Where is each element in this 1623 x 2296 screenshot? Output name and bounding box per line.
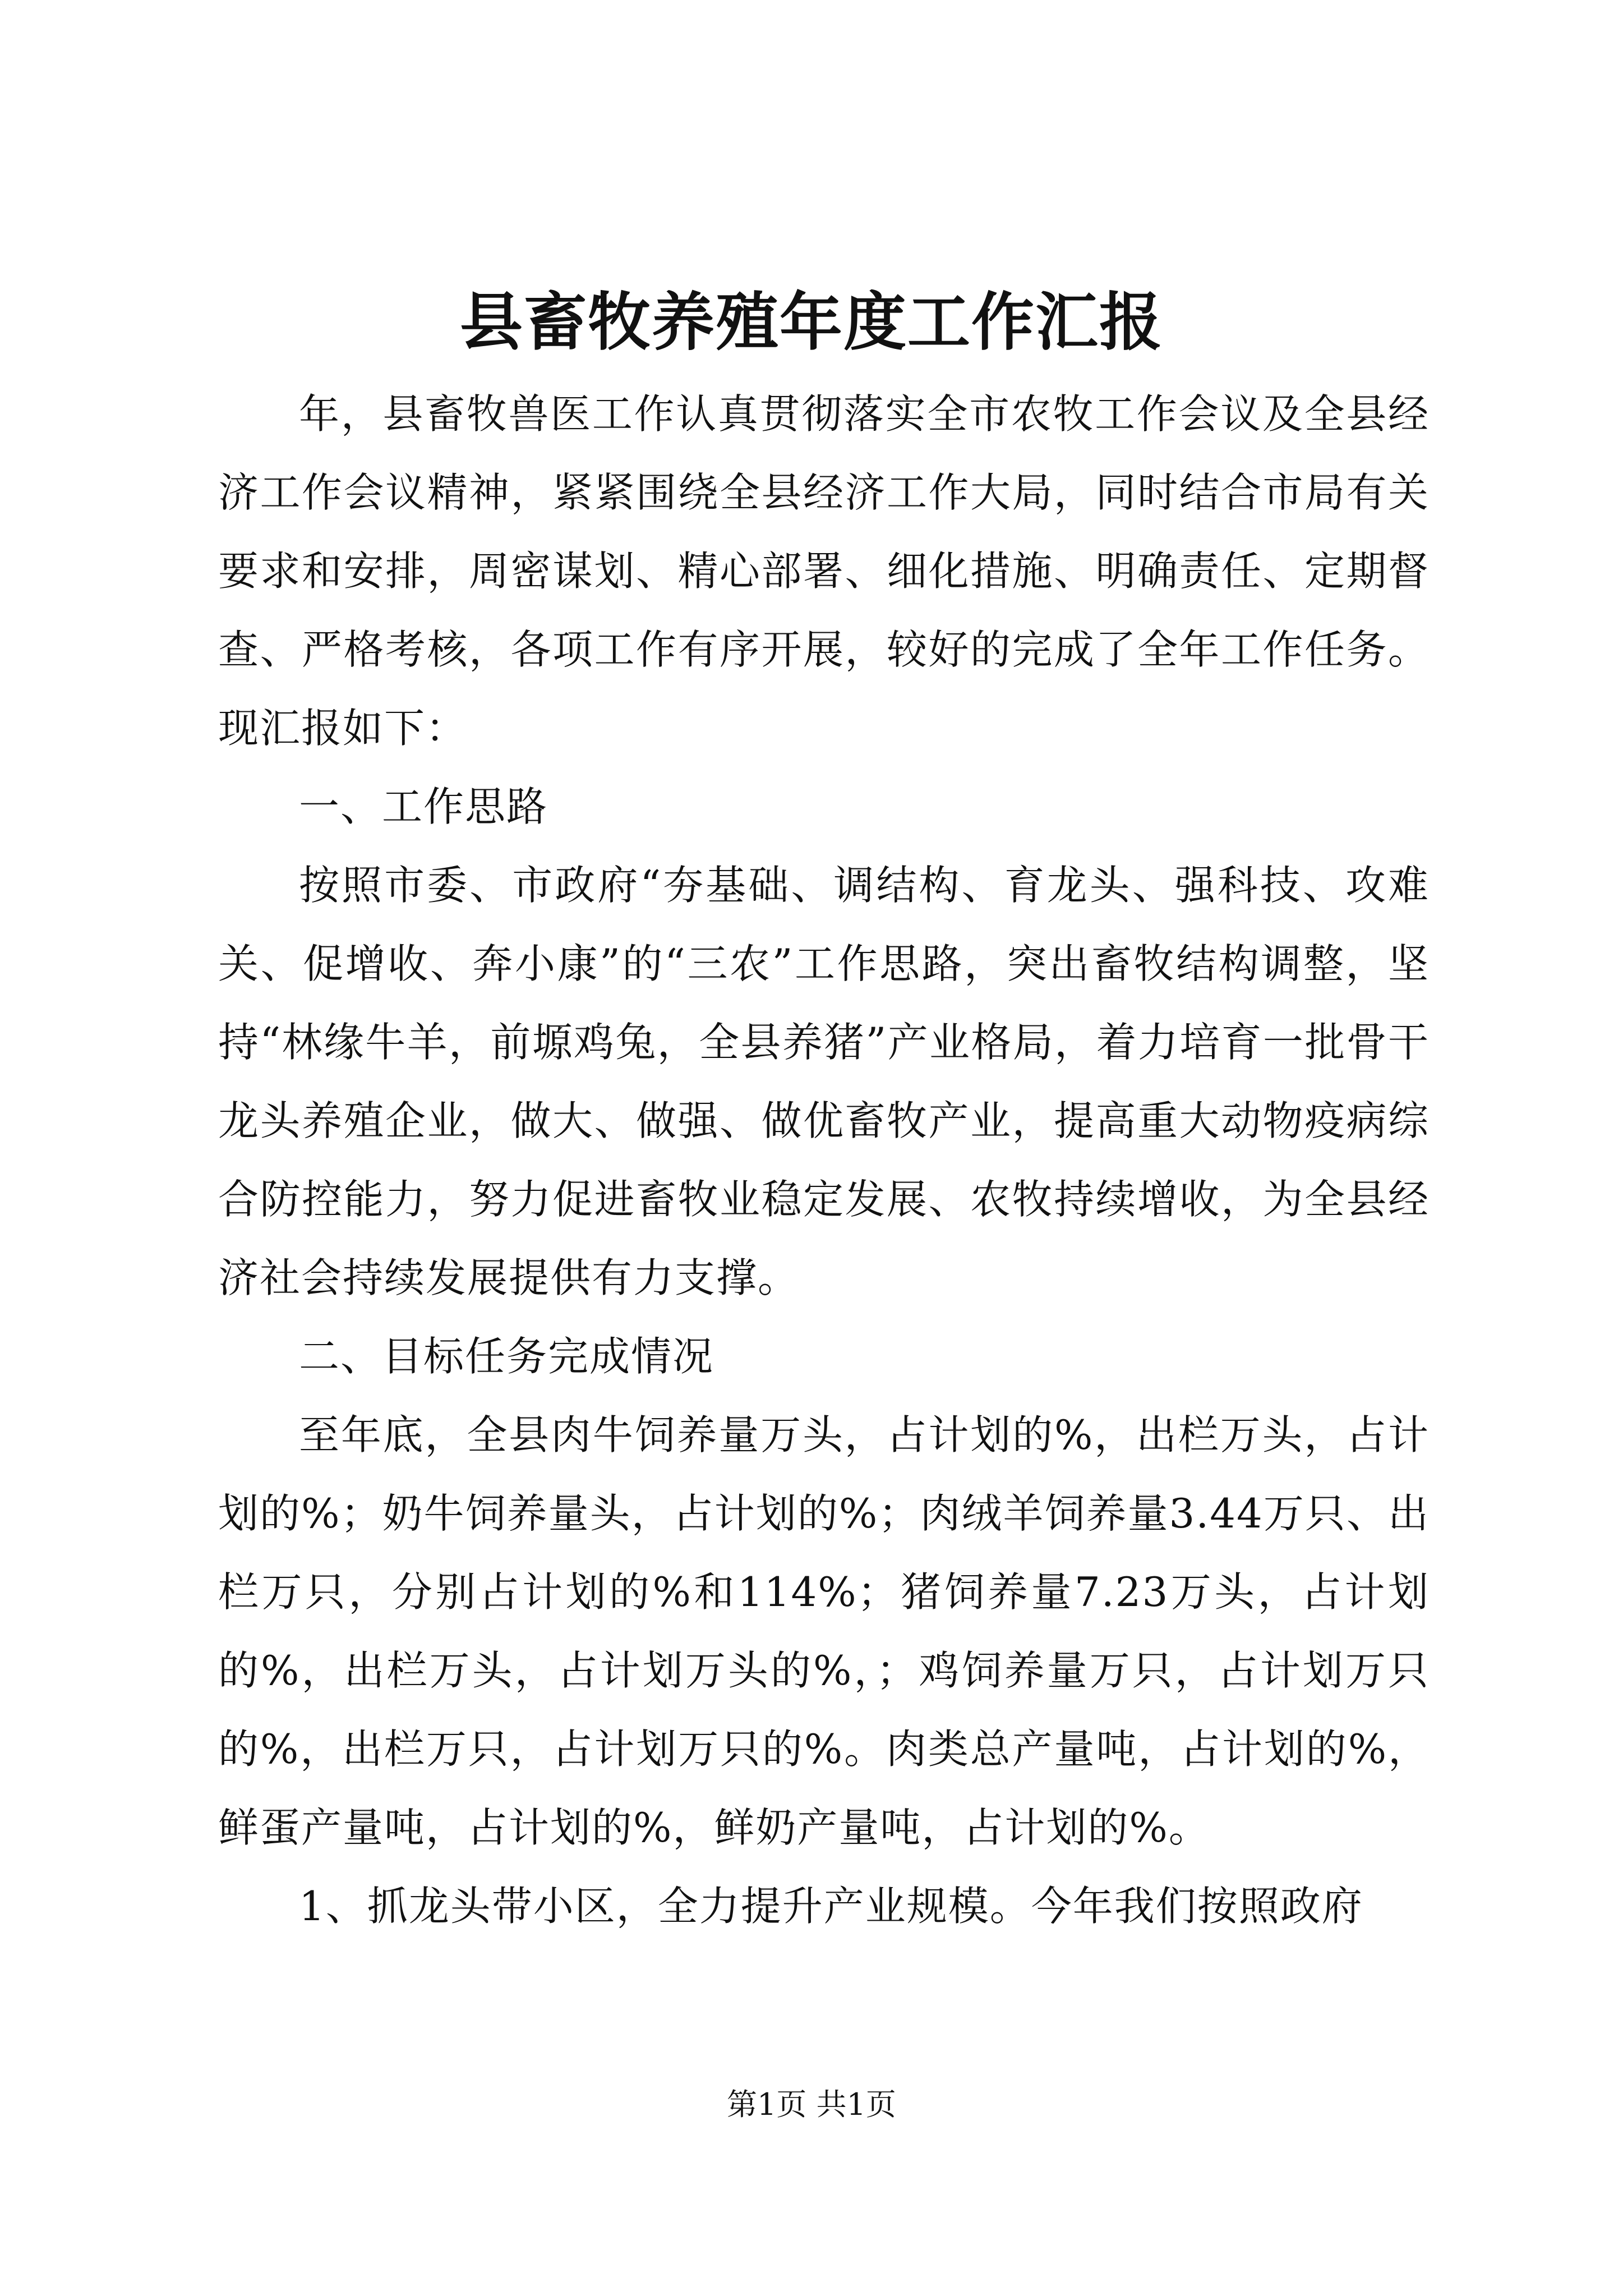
paragraph-intro: 年，县畜牧兽医工作认真贯彻落实全市农牧工作会议及全县经济工作会议精神，紧紧围绕全县经济工作大局，同时结合市局有关要求和安排，周密谋划、精心部署、细化措施、明确责任、定期督查、严格考核，各项工作有序开展，较好的完成了全年工作任务。现汇报如下： (218, 390, 1430, 752)
document-title: 县畜牧养殖年度工作汇报 (460, 286, 1163, 359)
document-body (218, 375, 1430, 1945)
page-footer: 第1页 共1页 (727, 2087, 896, 2122)
section-heading-1: 一、工作思路 (299, 783, 548, 830)
section-heading-2: 二、目标任务完成情况 (299, 1333, 714, 1380)
paragraph-work-approach: 按照市委、市政府“夯基础、调结构、育龙头、强科技、攻难关、促增收、奔小康”的“三农”工作思路，突出畜牧结构调整，坚持“林缘牛羊，前塬鸡兔，全县养猪”产业格局，着力培育一批骨干龙头养殖企业，做大、做强、做优畜牧产业，提高重大动物疫病综合防控能力，努力促进畜牧业稳定发展、农牧持续增收，为全县经济社会持续发展提供有力支撑。 (218, 862, 1430, 1301)
paragraph-targets: 至年底，全县肉牛饲养量万头，占计划的%，出栏万头，占计划的%；奶牛饲养量头，占计划的%；肉绒羊饲养量3.44万只、出栏万只，分别占计划的%和114%；猪饲养量7.23万头，占计划的%，出栏万头，占计划万头的%，；鸡饲养量万只，占计划万只的%，出栏万只，占计划万只的%。肉类总产量吨，占计划的%，鲜蛋产量吨，占计划的%，鲜奶产量吨，占计划的%。 (218, 1411, 1430, 1851)
paragraph-item-1: 1、抓龙头带小区，全力提升产业规模。今年我们按照政府 (299, 1883, 1363, 1930)
